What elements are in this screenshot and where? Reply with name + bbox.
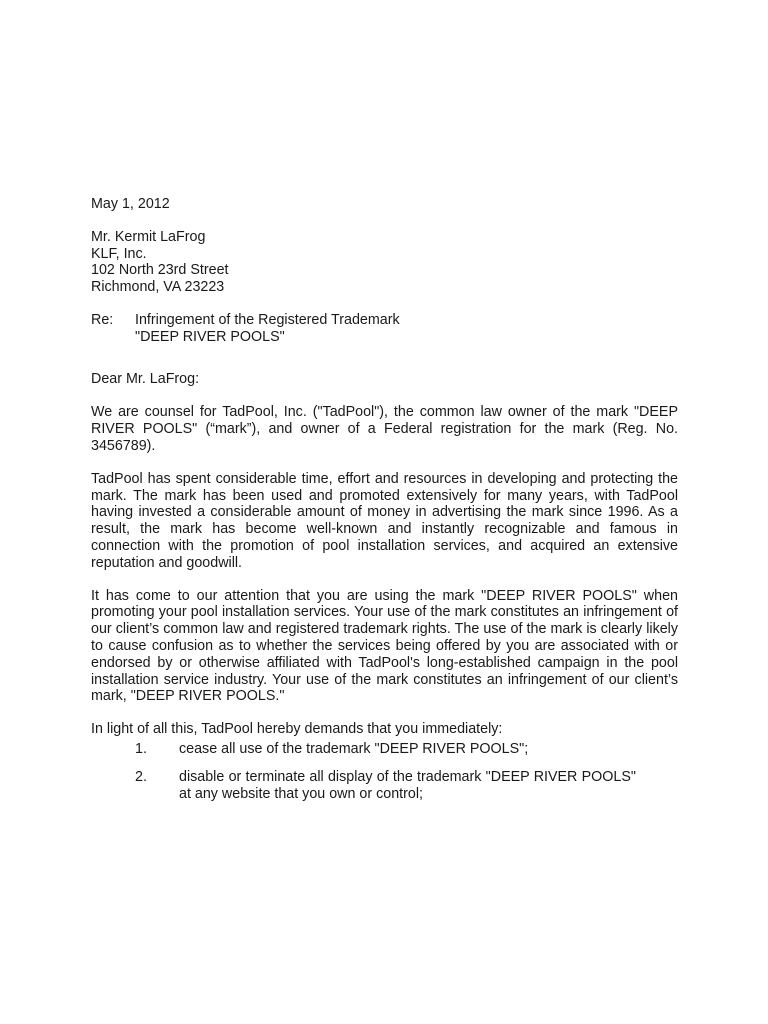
- demand-number: 1.: [135, 740, 147, 757]
- demand-text: cease all use of the trademark "DEEP RIVER POOLS";: [179, 740, 529, 757]
- subject-line-2: "DEEP RIVER POOLS": [135, 328, 285, 345]
- recipient-street: 102 North 23rd Street: [91, 262, 229, 279]
- subject-line: [91, 312, 678, 346]
- recipient-city: Richmond, VA 23223: [91, 279, 225, 296]
- paragraph-infringement: It has come to our attention that you are using the mark "DEEP RIVER POOLS" when promoting your pool installation services. Your use of the mark constitutes an infringement of our client’s common law and registered trademark rights. The use of the mark is clearly likely to cause confusion as to whether the services being offered by you are associated with or endorsed by or otherwise affiliated with TadPool's long-established campaign in the pool installation service industry. Your use of the mark constitutes an infringement of our client’s mark, "DEEP RIVER POOLS.": [91, 587, 678, 705]
- recipient-company: KLF, Inc.: [91, 245, 147, 262]
- demand-text: disable or terminate all display of the trademark "DEEP RIVER POOLS" at any website that you own or control;: [179, 768, 636, 802]
- salutation: Dear Mr. LaFrog:: [91, 370, 200, 387]
- subject-text: [135, 312, 678, 346]
- subject-line-1: Infringement of the Registered Trademark: [135, 311, 400, 328]
- list-item: [91, 741, 678, 758]
- recipient-address: [91, 229, 678, 296]
- demand-list: [91, 741, 678, 802]
- demand-intro: In light of all this, TadPool hereby demands that you immediately:: [91, 721, 503, 738]
- demand-number: 2.: [135, 768, 147, 785]
- paragraph-counsel: We are counsel for TadPool, Inc. ("TadPool"), the common law owner of the mark "DEEP RIVER POOLS" (“mark”), and owner of a Federal registration for the mark (Reg. No. 3456789).: [91, 404, 678, 454]
- subject-label: Re:: [91, 311, 114, 328]
- paragraph-background: TadPool has spent considerable time, effort and resources in developing and protecting the mark. The mark has been used and promoted extensively for many years, with TadPool having invested a considerable amount of money in advertising the mark since 1996. As a result, the mark has become well-known and instantly recognizable and famous in connection with the promotion of pool installation services, and acquired an extensive reputation and goodwill.: [91, 470, 678, 571]
- list-item: [91, 769, 678, 803]
- letter-date: May 1, 2012: [91, 196, 170, 212]
- recipient-name: Mr. Kermit LaFrog: [91, 228, 206, 245]
- letter-body: [91, 196, 678, 813]
